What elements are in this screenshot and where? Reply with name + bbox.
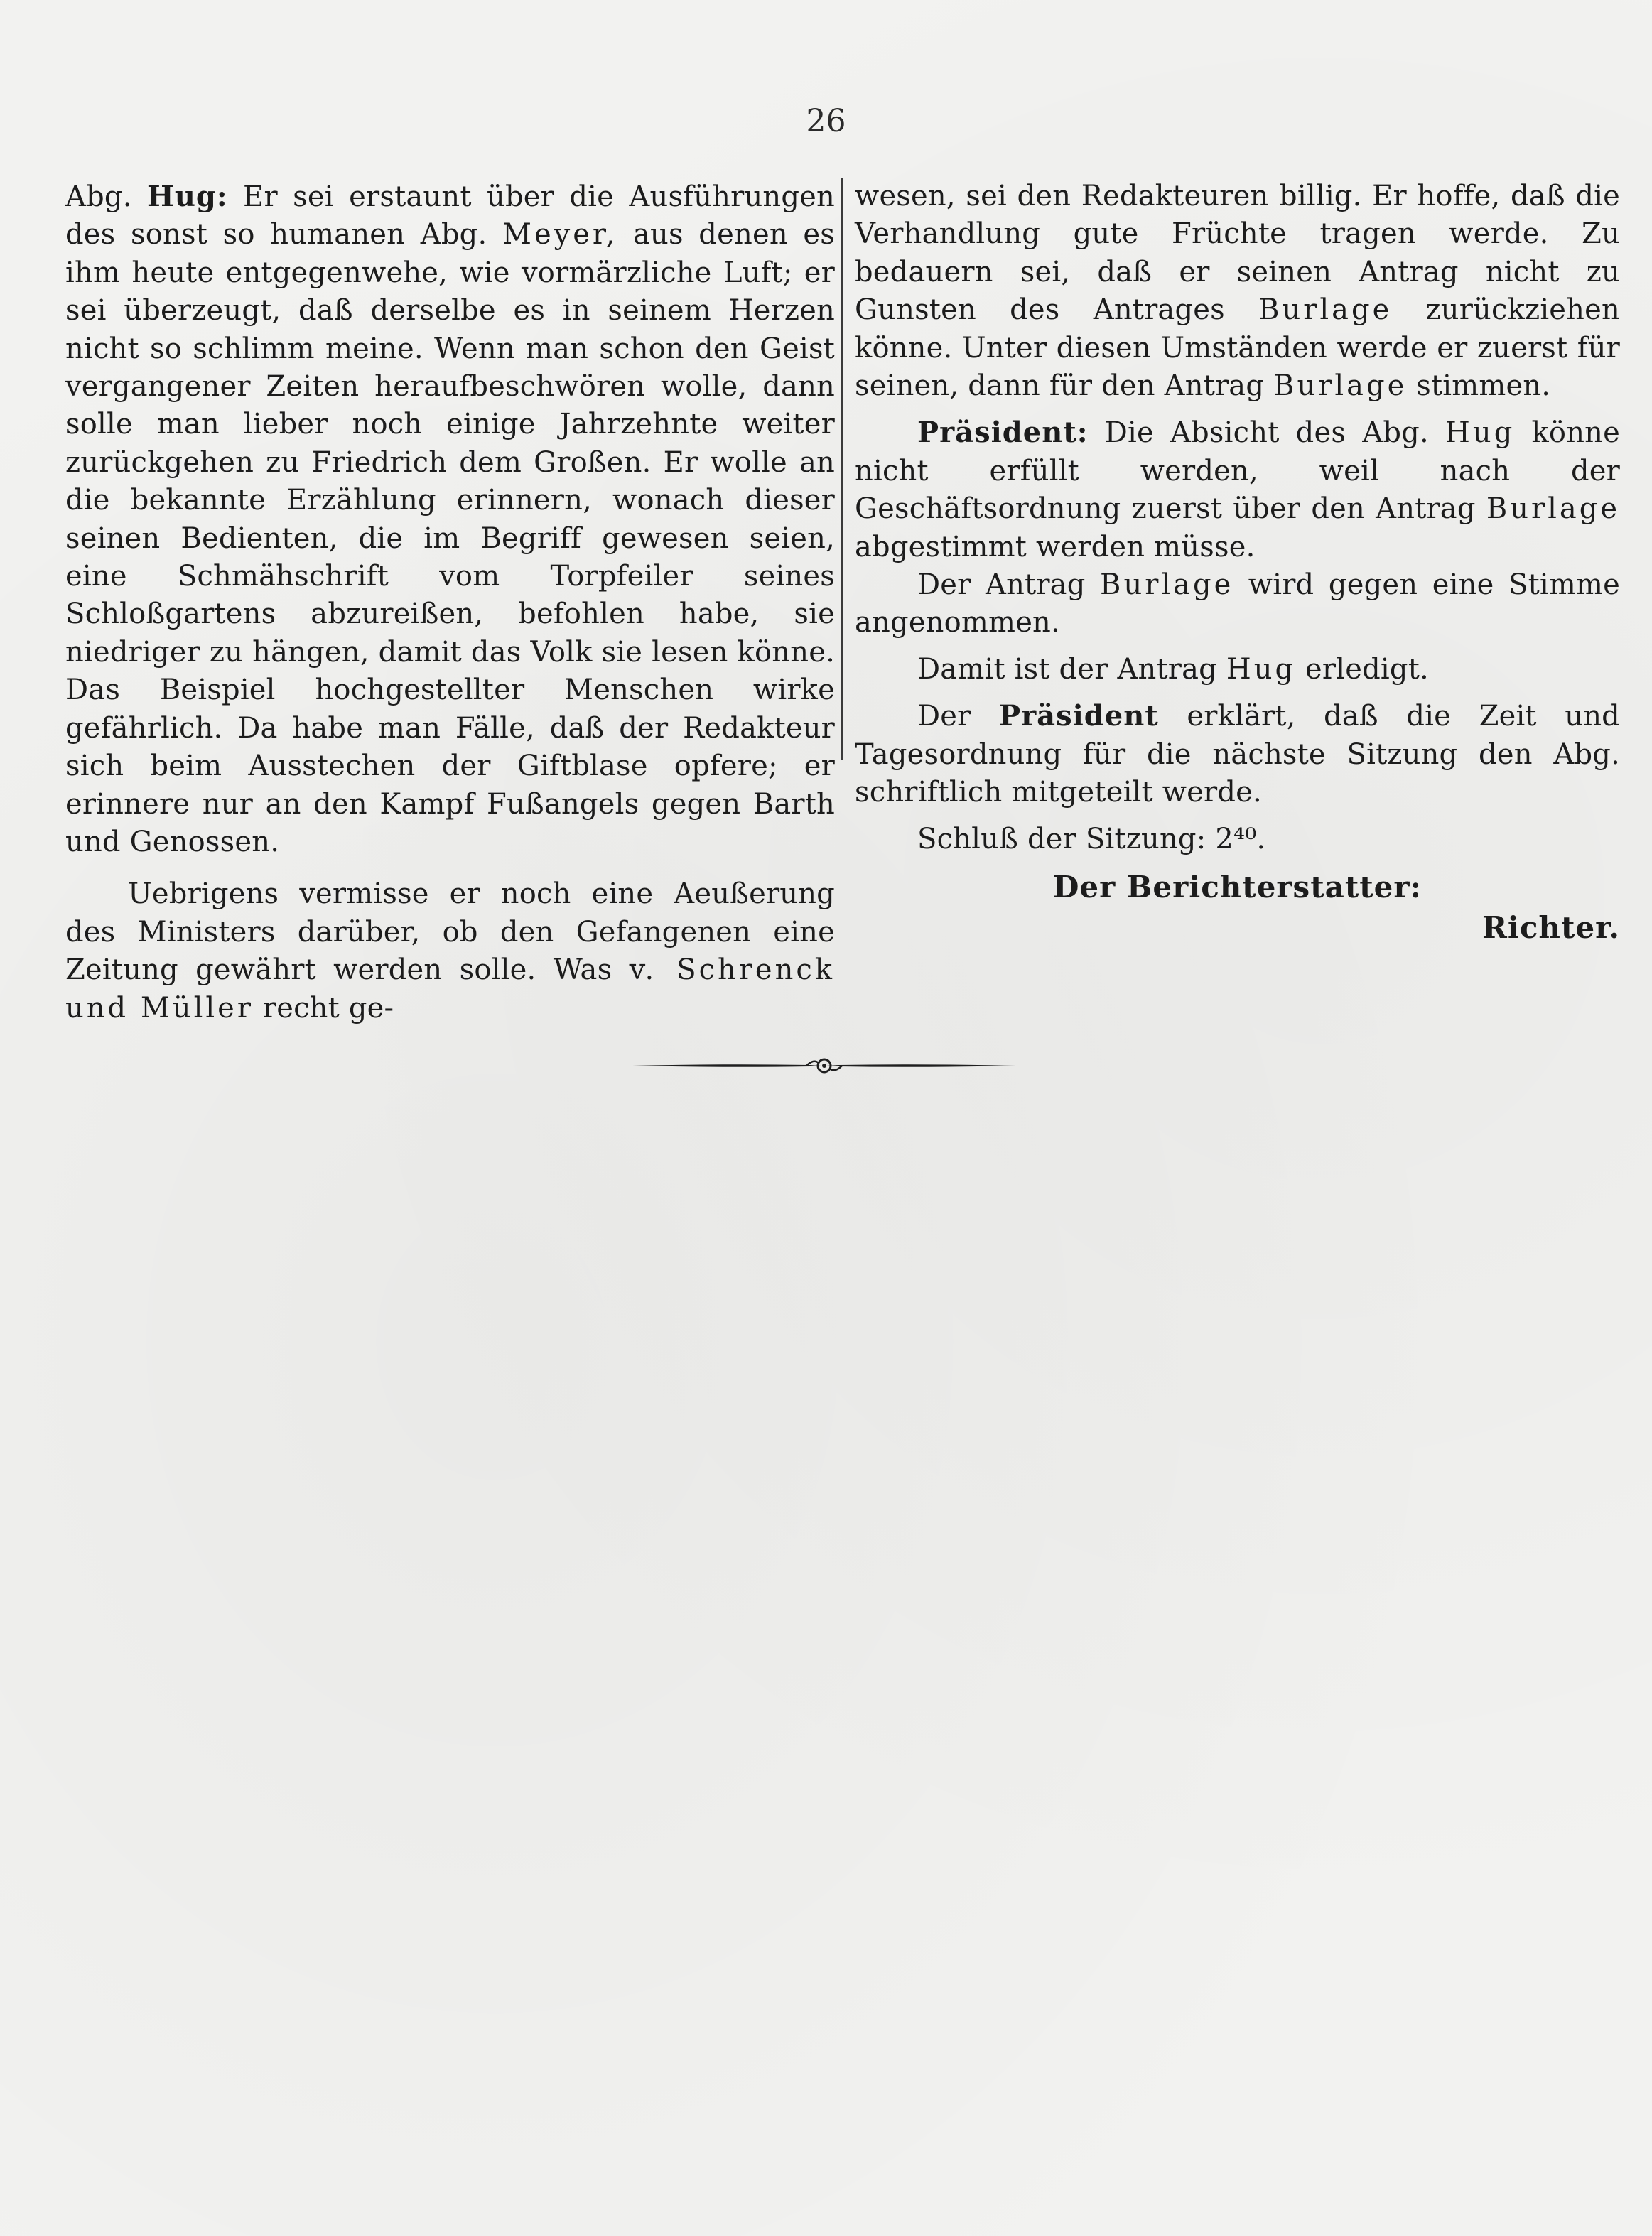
page-number: 26 <box>806 103 846 139</box>
name-burlage: Burlage <box>1100 568 1234 602</box>
speaker-praesident: Präsident: <box>917 416 1089 450</box>
text-segment: aus denen es ihm heute entgegenwehe, wie vormärzliche Luft; er sei überzeugt, daß derselbe es in seinem Herzen nicht so schlimm meine. Wenn man schon den Geist vergangener Zeiten heraufbeschwören wolle, dann solle man lieber noch einige Jahrzehnte weiter zurückgehen zu Friedrich dem Großen. Er wolle an die bekannte Erzählung erinnern, wonach dieser seinen Bedienten, die im Begriff gewesen seien, eine Schmähschrift vom Torpfeiler seines Schloßgartens abzureißen, befohlen habe, sie niedriger zu hängen, damit das Volk sie lesen könne. Das Beispiel hochgestellter Menschen wirke gefährlich. Da habe man Fälle, daß der Redakteur sich beim Ausstechen der Giftblase opfere; er erinnere nur an den Kampf Fußangels gegen Barth und Genossen. <box>65 218 835 858</box>
text-segment: könne nicht erfüllt werden, weil nach der Geschäftsordnung zuerst über den Antrag <box>855 416 1620 526</box>
text-segment: stimmen. <box>1416 369 1551 403</box>
text-segment: Schluß der Sitzung: 2⁴⁰. <box>917 822 1266 855</box>
right-paragraph-5 <box>855 697 1620 811</box>
text-segment: Er sei erstaunt über die Ausführungen des sonst so humanen Abg. <box>65 180 836 252</box>
text-segment: wird gegen eine Stimme angenommen. <box>855 568 1620 639</box>
left-paragraph-2 <box>65 875 835 1027</box>
name-burlage: Burlage <box>1258 293 1393 327</box>
text-segment: zurückziehen könne. Unter diesen Umständen werde er zuerst für seinen, dann für den Antrag <box>855 293 1620 403</box>
left-paragraph-1 <box>65 178 835 861</box>
text-segment: Der Antrag <box>917 568 1086 602</box>
speaker-hug: Hug: <box>147 180 228 213</box>
text-segment: Der <box>917 700 971 733</box>
text-segment: abgestimmt werden müsse. <box>855 530 1256 563</box>
text-segment: Die Absicht des Abg. <box>1104 416 1429 450</box>
text-segment: erklärt, daß die Zeit und Tagesordnung für die nächste Sitzung den Abg. schriftlich mitgeteilt werde. <box>855 700 1620 809</box>
end-ornament <box>632 1052 1016 1080</box>
column-divider <box>841 178 843 760</box>
name-burlage: Burlage <box>1273 369 1408 403</box>
text-segment: erledigt. <box>1305 652 1429 686</box>
text-segment: wesen, sei den Redakteuren billig. Er hoffe, daß die Verhandlung gute Früchte tragen werde. Zu bedauern sei, daß er seinen Antrag nicht zu Gunsten des Antrages <box>855 180 1620 327</box>
reporter-label: Der Berichterstatter: <box>1053 869 1422 904</box>
left-column <box>65 178 835 1027</box>
right-paragraph-3 <box>855 566 1620 642</box>
names-schrenck-mueller: v. Schrenck und Müller <box>65 954 836 1025</box>
right-paragraph-2 <box>855 414 1620 566</box>
show-through-right <box>855 767 1620 2103</box>
name-burlage: Burlage <box>1486 492 1621 526</box>
right-paragraph-1 <box>855 178 1620 405</box>
abg-prefix: Abg. <box>65 180 132 213</box>
text-segment: recht ge- <box>262 991 394 1025</box>
name-meyer: Meyer, <box>502 218 618 252</box>
right-column <box>855 178 1620 947</box>
text-segment: Damit ist der Antrag <box>917 652 1217 686</box>
name-hug: Hug <box>1226 652 1297 686</box>
right-paragraph-4 <box>855 651 1620 688</box>
name-hug: Hug <box>1445 416 1516 450</box>
closing-time <box>855 821 1620 858</box>
reporter-signature: Richter. <box>1482 910 1620 946</box>
text-segment: Uebrigens vermisse er noch eine Aeußerung des Ministers darüber, ob den Gefangenen eine Zeitung gewährt werden solle. Was <box>65 877 835 987</box>
speaker-praesident: Präsident <box>999 699 1159 733</box>
